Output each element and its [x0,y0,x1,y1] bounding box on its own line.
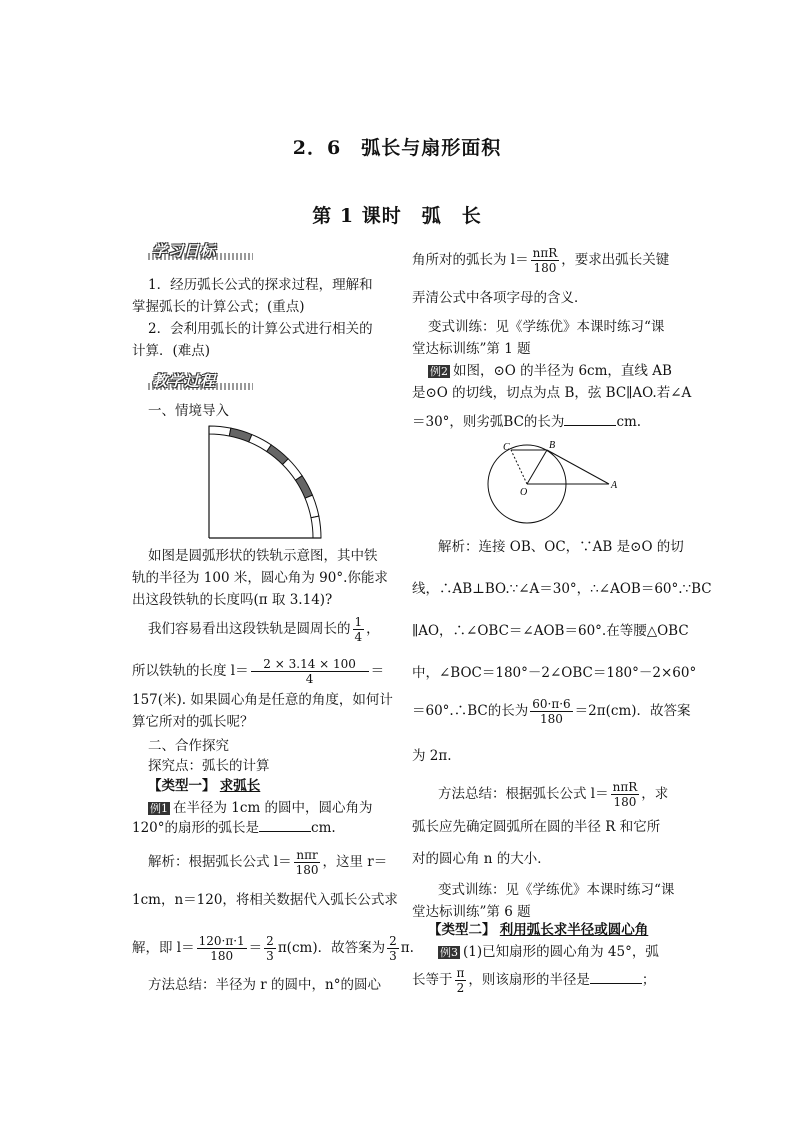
type2-heading [428,921,648,939]
label-o: O [520,487,528,498]
sol1-line-b: 1cm，n＝120，将相关数据代入弧长公式求 [132,892,398,908]
p2-text: 我们容易看出这段铁轨是圆周长的 [148,621,351,637]
sol2-line-6: 为 2π. [412,748,452,764]
example-badge: 例2 [430,365,448,378]
r-line-1 [412,246,669,275]
ex3-text: (1)已知扇形的圆心角为 45°，弧 [463,944,659,960]
ex1-line-b [132,819,336,837]
frac-den: 3 [266,949,274,963]
fraction [264,934,276,963]
ex1-line-a [148,799,373,817]
fraction [611,780,640,809]
frac-num: 2 [266,934,274,948]
method-text: 方法总结：根据弧长公式 l＝ [438,786,609,802]
line-oc [511,450,527,484]
intro-heading: 一、情境导入 [148,403,229,419]
rail-segment [229,428,252,442]
frac-num: nπr [296,848,318,862]
ex2-text: 如图，⊙O 的半径为 6cm，直线 AB [453,363,672,379]
frac-den: 4 [305,672,314,686]
example-badge: 例3 [440,946,458,959]
method2-line-2: 弧长应先确定圆弧所在圆的半径 R 和它所 [412,819,661,835]
ex1-text: 120°的扇形的弧长是 [132,820,260,836]
ex2-text: ＝30°，则劣弧BC的长为 [412,414,565,430]
sol1-line-a [148,848,387,877]
intro-p1a: 如图是圆弧形状的铁轨示意图，其中铁 [148,548,378,564]
fraction [294,848,321,877]
sol2-line-2: 线，∴AB⊥BO.∵∠A＝30°，∴∠AOB＝60°.∵BC [412,581,712,597]
method-text: ，求 [641,786,669,802]
sol1-text: π. [400,940,414,956]
sol1-text: ＝ [248,940,263,956]
frac-num: 120·π·1 [198,934,245,948]
label-a: A [611,480,618,491]
goal-1b: 掌握弧长的计算公式；(重点) [132,299,305,315]
rail-segment [311,516,321,538]
frac-num: 1 [354,615,363,629]
explore-point: 探究点：弧长的计算 [148,758,270,774]
type1-heading [148,777,260,795]
tangent-ab [547,450,609,484]
frac-den: 180 [613,795,637,809]
ex2-line-c [412,413,641,431]
type2-label: 【类型二】 [428,922,496,938]
r-text: ，要求出弧长关键 [561,252,670,268]
lesson-title: 第 1 课时 弧 长 [312,205,482,227]
p3-text: 所以铁轨的长度 l＝ [132,663,249,679]
sol2-line-5 [412,697,691,726]
frac-num: nπR [612,780,638,794]
frac-den: 180 [539,712,563,726]
rail-segment [209,426,231,436]
frac-num: nπR [532,246,558,260]
frac-den: 180 [295,863,319,877]
sol1-text: 解，即 l＝ [132,940,195,956]
ex3-line-a [438,943,659,961]
fraction [531,246,560,275]
rail-segment [283,459,303,480]
ex1-text: 在半径为 1cm 的圆中，圆心角为 [173,800,373,816]
fraction [197,934,247,963]
ex1-unit: cm. [311,820,336,836]
label-b: B [549,440,556,451]
r-text: 角所对的弧长为 l＝ [412,252,529,268]
intro-p1b: 轨的半径为 100 米，圆心角为 90°.你能求 [132,570,388,586]
sol1-line-c [132,934,414,963]
example-badge: 例1 [150,802,168,815]
goal-2a: 2．会利用弧长的计算公式进行相关的 [148,321,373,337]
intro-p4a: 157(米). 如果圆心角是任意的角度，如何计 [132,692,393,708]
ex2-unit: cm. [616,414,642,430]
goal-2b: 计算．(难点) [132,343,211,359]
sol2-text: ＝2π(cm)．故答案 [574,703,691,719]
r-line-3b: 堂达标训练”第 1 题 [412,341,531,357]
fraction [353,615,365,644]
frac-num: 2 × 3.14 × 100 [251,657,369,672]
sol2-line-3: ∥AO，∴∠OBC＝∠AOB＝60°.在等腰△OBC [412,623,689,639]
variant2-line-b: 堂达标训练”第 6 题 [412,904,531,920]
sol1-text: 解析：根据弧长公式 l＝ [148,854,292,870]
answer-blank [564,413,616,426]
p2-end: ， [366,621,380,637]
method1: 方法总结：半径为 r 的圆中，n°的圆心 [148,977,381,993]
goals-heading [148,240,258,262]
sol1-text: ，这里 r＝ [322,854,388,870]
frac-den: 3 [389,949,397,963]
process-heading [148,370,258,392]
intro-p4b: 算它所对的弧长呢？ [132,714,254,730]
frac-den: 4 [354,630,363,644]
ex3-line-b [412,966,655,995]
p3-eq: ＝ [370,663,385,679]
variant2-line-a: 变式训练：见《学练优》本课时练习“课 [438,882,675,898]
section-title: 2．6 弧长与扇形面积 [292,137,502,159]
rail-segment [305,495,319,518]
type1-label: 【类型一】 [148,778,216,794]
fraction [530,697,572,726]
ex3-text: ，则该扇形的半径是 [468,972,590,988]
intro-p3 [132,657,384,686]
frac-den: 180 [533,261,557,275]
frac-den: 2 [456,981,465,995]
fraction [387,934,399,963]
r-line-3a: 变式训练：见《学练优》本课时练习“课 [428,319,665,335]
sol2-line-1: 解析：连接 OB、OC，∵AB 是⊙O 的切 [438,539,684,555]
answer-blank [590,971,642,984]
ex2-line-a [428,362,672,380]
goals-heading-label: 学习目标 [152,242,217,260]
fraction [455,966,467,995]
ex3-text: 长等于 [412,972,453,988]
rail-arc [209,426,321,538]
ex2-line-b: 是⊙O 的切线，切点为点 B，弦 BC∥AO.若∠A [412,385,692,401]
goal-1a: 1．经历弧长公式的探求过程，理解和 [148,277,373,293]
frac-num: 60·π·6 [532,697,571,711]
sol2-line-4: 中，∠BOC＝180°－2∠OBC＝180°－2×60° [412,665,697,681]
type2-title: 利用弧长求半径或圆心角 [499,922,649,938]
coop-heading: 二、合作探究 [148,738,229,754]
sol1-text: π(cm)．故答案为 [277,940,386,956]
intro-p2 [148,615,380,644]
method2-line-1 [438,780,668,809]
r-line-2: 弄清公式中各项字母的含义． [412,290,588,306]
answer-blank [259,819,311,832]
method2-line-3: 对的圆心角 n 的大小． [412,851,551,867]
frac-den: 180 [210,949,234,963]
circle-tangent-diagram [485,438,625,530]
sol2-text: ＝60°.∴BC的长为 [412,703,529,719]
ex3-text: ； [641,972,656,988]
frac-num: π [456,966,465,980]
rail-segment [249,435,271,452]
fraction [251,657,369,686]
process-heading-label: 教学过程 [152,372,217,390]
type1-title: 求弧长 [219,778,261,794]
intro-p1c: 出这段铁轨的长度吗(π 取 3.14)? [132,592,333,608]
line-ob [527,450,547,484]
rail-diagram [205,422,325,542]
frac-num: 2 [389,934,397,948]
rail-segment [295,476,312,498]
label-c: C [503,442,510,453]
